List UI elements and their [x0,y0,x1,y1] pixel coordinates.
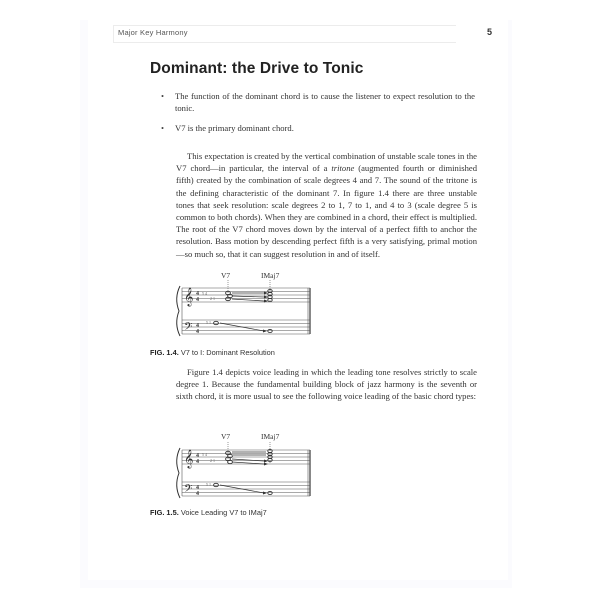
chord-label-imaj7: IMaj7 [261,271,280,280]
bass-clef-icon: 𝄢 [184,483,193,498]
running-head-title: Major Key Harmony [118,28,188,37]
bullet-item: • V7 is the primary dominant chord. [175,122,475,134]
chord-label-imaj7: IMaj7 [261,432,280,441]
music-notation-figure-1-5 [172,442,314,504]
svg-text:5 1: 5 1 [206,482,211,487]
section-title: Dominant: the Drive to Tonic [150,60,364,77]
svg-text:5 4: 5 4 [202,291,207,296]
svg-text:4: 4 [196,297,199,303]
svg-text:2 1: 2 1 [210,296,215,301]
bullet-item: • The function of the dominant chord is to cause the listener to expect resolution to the tonic. [175,90,475,114]
svg-text:5 1: 5 1 [206,320,211,325]
paragraph-voice-leading: Figure 1.4 depicts voice leading in which the leading tone resolves strictly to scale degree 1. Because the fundamental building block of jazz harmony is the seventh or sixth chord, it is more usual to see the following voice leading of the basic chord types: [176,367,477,402]
svg-text:4: 4 [196,459,199,465]
paragraph-text: (augmented fourth or diminished fifth) created by the combination of scale degrees 4 and 7. The sound of the tritone is the defining characteristic of the dominant 7. In figure 1.4 there are three unstable tones that seek resolution: scale degrees 2 to 1, 7 to 1, and 4 to 3 (scale degree 5 is common to both chords). When they are combined in a chord, their effect is multiplied. The root of the V7 chord moves down by the interval of a perfect fifth to anchor the resolution. Bass motion by descending perfect fifth is a very satisfying, primal motion—so much so, that it can suggest resolution in and of itself. [176,163,477,259]
paragraph-text: This expectation is created by the vertical combination of unstable scale tones in the V7 chord—in particular, the interval of a [176,151,477,174]
emphasis-term: tritone [331,163,355,174]
paragraph-tritone [176,150,477,260]
bullet-list [175,90,475,143]
svg-text:4: 4 [196,323,199,329]
svg-text:4: 4 [196,291,199,297]
figure-caption-text: Voice Leading V7 to IMaj7 [180,508,267,517]
chord-label-v7: V7 [221,271,231,280]
svg-text:4: 4 [196,329,199,335]
figure-caption-1-4 [150,348,275,357]
svg-text:4: 4 [196,453,199,459]
svg-text:2 1: 2 1 [210,458,215,463]
figure-caption-1-5 [150,508,267,517]
chord-label-v7: V7 [221,432,231,441]
figure-caption-text: V7 to I: Dominant Resolution [180,348,275,357]
treble-clef-icon: 𝄞 [184,449,194,468]
page-number: 5 [487,27,493,37]
svg-text:4: 4 [196,485,199,491]
bass-clef-icon: 𝄢 [184,321,193,336]
treble-clef-icon: 𝄞 [184,287,194,306]
figure-number: FIG. 1.4. [150,348,179,357]
figure-number: FIG. 1.5. [150,508,179,517]
music-notation-figure-1-4 [172,280,314,342]
svg-text:4: 4 [196,491,199,497]
svg-text:5 4: 5 4 [202,452,207,457]
